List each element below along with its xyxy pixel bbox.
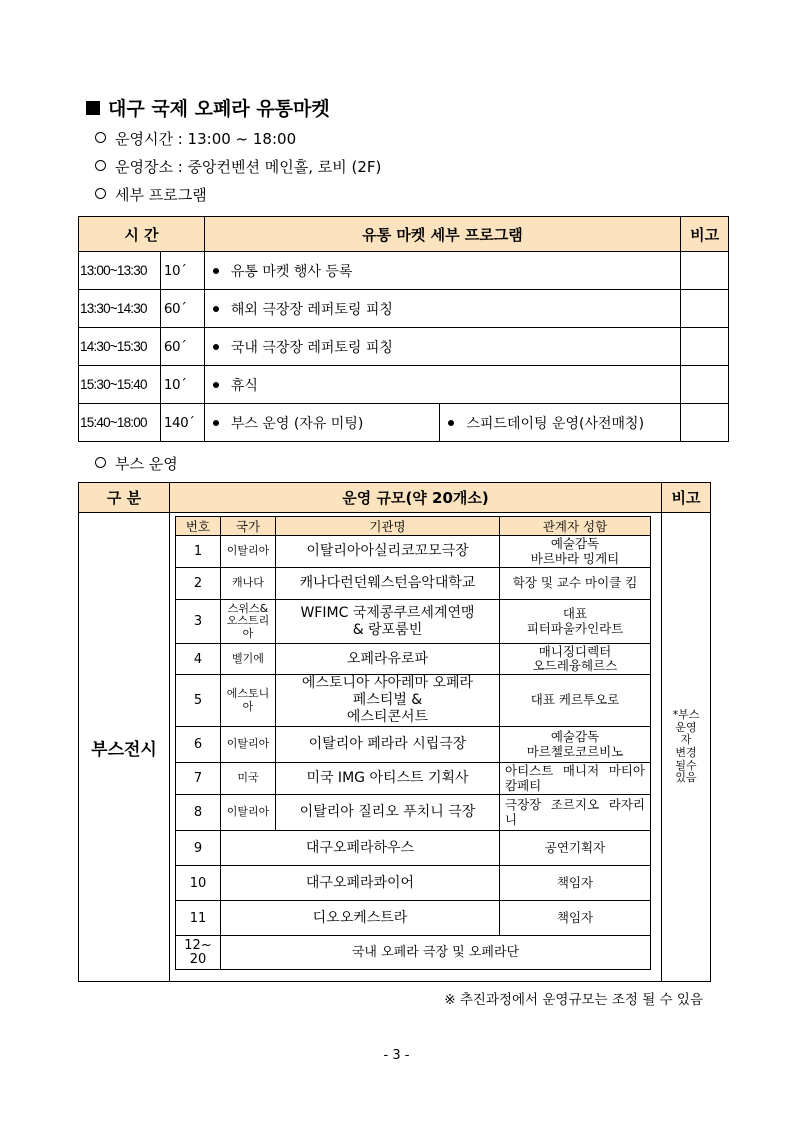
booth-no: 4 — [176, 644, 221, 675]
booth-person: 학장 및 교수 마이클 킴 — [500, 568, 651, 600]
schedule-program: 부스 운영 (자유 미팅) — [204, 404, 440, 442]
schedule-row — [79, 252, 729, 290]
booth-org: 디오오케스트라 — [221, 901, 500, 936]
booth-header-note: 비고 — [662, 483, 711, 513]
bullet-hours: 운영시간 : 13:00 ~ 18:00 — [95, 128, 296, 149]
booth-row — [176, 568, 651, 600]
schedule-program: 유통 마켓 행사 등록 — [204, 252, 680, 290]
schedule-header-note: 비고 — [681, 217, 729, 252]
booth-person: 공연기획자 — [500, 831, 651, 866]
schedule-program-secondary: 스피드데이팅 운영(사전매칭) — [440, 404, 681, 442]
schedule-note — [681, 404, 729, 442]
bullet-dot-icon — [213, 306, 219, 312]
circle-bullet-icon — [95, 160, 106, 171]
circle-bullet-icon — [95, 457, 106, 468]
col-country: 국가 — [221, 517, 276, 536]
booth-org: 에스토니아 사아레마 오페라 페스티벌 & 에스티콘서트 — [276, 675, 500, 727]
bullet-booth: 부스 운영 — [95, 453, 178, 474]
booth-row — [176, 536, 651, 568]
booth-header-row — [79, 483, 711, 513]
booth-person: 예술감독 마르첼로코르비노 — [500, 727, 651, 763]
booth-person: 예술감독 바르바라 밍게티 — [500, 536, 651, 568]
booth-org: 미국 IMG 아티스트 기획사 — [276, 763, 500, 795]
schedule-row — [79, 290, 729, 328]
schedule-note — [681, 252, 729, 290]
schedule-time: 13:00~13:30 — [79, 252, 161, 290]
schedule-note — [681, 290, 729, 328]
schedule-time: 14:30~15:30 — [79, 328, 161, 366]
booth-no: 9 — [176, 831, 221, 866]
schedule-row — [79, 328, 729, 366]
bullet-program: 세부 프로그램 — [95, 184, 207, 205]
bullet-dot-icon — [213, 420, 219, 426]
booth-person: 대표 케르투오로 — [500, 675, 651, 727]
schedule-note — [681, 328, 729, 366]
booth-country: 벨기에 — [221, 644, 276, 675]
booth-org: 캐나다런던웨스턴음악대학교 — [276, 568, 500, 600]
booth-person: 책임자 — [500, 866, 651, 901]
booth-no: 7 — [176, 763, 221, 795]
booth-row — [176, 831, 651, 866]
booth-row — [176, 675, 651, 727]
booth-note: *부스 운영 자 변경 될수 있음 — [662, 513, 711, 982]
booth-no: 6 — [176, 727, 221, 763]
schedule-duration: 60´ — [160, 290, 204, 328]
booth-person: 매니징디렉터 오드레융헤르스 — [500, 644, 651, 675]
booth-table — [78, 482, 711, 982]
bullet-dot-icon — [448, 420, 454, 426]
booth-org: 오페라유로파 — [276, 644, 500, 675]
bullet-dot-icon — [213, 344, 219, 350]
booth-country: 에스토니 아 — [221, 675, 276, 727]
footnote: ※ 추진과정에서 운영규모는 조정 될 수 있음 — [444, 992, 703, 1008]
col-org: 기관명 — [276, 517, 500, 536]
booth-header-category: 구 분 — [79, 483, 170, 513]
booth-no: 3 — [176, 600, 221, 644]
bullet-dot-icon — [213, 382, 219, 388]
schedule-header-row — [79, 217, 729, 252]
booth-country: 미국 — [221, 763, 276, 795]
booth-org: 국내 오페라 극장 및 오페라단 — [221, 936, 651, 970]
booth-org: 이탈리아아실리코꼬모극장 — [276, 536, 500, 568]
schedule-duration: 10´ — [160, 252, 204, 290]
schedule-row — [79, 366, 729, 404]
booth-country: 이탈리아 — [221, 795, 276, 831]
booth-row — [176, 866, 651, 901]
schedule-time: 15:30~15:40 — [79, 366, 161, 404]
booth-category: 부스전시 — [79, 513, 170, 982]
section-title: 대구 국제 오페라 유통마켓 — [86, 94, 330, 121]
booth-no: 2 — [176, 568, 221, 600]
schedule-row — [79, 404, 729, 442]
schedule-time: 15:40~18:00 — [79, 404, 161, 442]
schedule-time: 13:30~14:30 — [79, 290, 161, 328]
page-number: - 3 - — [383, 1048, 410, 1063]
schedule-program: 휴식 — [204, 366, 680, 404]
booth-person: 극장장 조르지오 라자리니 — [500, 795, 651, 831]
booth-row — [176, 600, 651, 644]
booth-row — [176, 936, 651, 970]
bullet-dot-icon — [213, 268, 219, 274]
booth-row — [176, 763, 651, 795]
circle-bullet-icon — [95, 132, 106, 143]
booth-row — [176, 644, 651, 675]
booth-body-row — [79, 513, 711, 982]
schedule-note — [681, 366, 729, 404]
col-person: 관계자 성함 — [500, 517, 651, 536]
booth-country: 이탈리아 — [221, 536, 276, 568]
booth-header-scale: 운영 규모(약 20개소) — [170, 483, 662, 513]
booth-no: 12~ 20 — [176, 936, 221, 970]
booth-org: 이탈리아 페라라 시립극장 — [276, 727, 500, 763]
booth-org: WFIMC 국제콩쿠르세계연맹 & 랑포룸빈 — [276, 600, 500, 644]
booth-person: 대표 피터파울카인라트 — [500, 600, 651, 644]
circle-bullet-icon — [95, 188, 106, 199]
booth-row — [176, 901, 651, 936]
schedule-program: 해외 극장장 레퍼토링 피칭 — [204, 290, 680, 328]
booth-no: 11 — [176, 901, 221, 936]
schedule-duration: 10´ — [160, 366, 204, 404]
booth-no: 5 — [176, 675, 221, 727]
square-bullet-icon — [86, 101, 100, 115]
bullet-venue: 운영장소 : 중앙컨벤션 메인홀, 로비 (2F) — [95, 156, 381, 177]
booth-row — [176, 727, 651, 763]
booth-country: 이탈리아 — [221, 727, 276, 763]
booth-country: 스위스& 오스트리 아 — [221, 600, 276, 644]
booth-no: 8 — [176, 795, 221, 831]
col-no: 번호 — [176, 517, 221, 536]
schedule-program: 국내 극장장 레퍼토링 피칭 — [204, 328, 680, 366]
schedule-header-time: 시 간 — [79, 217, 205, 252]
booth-no: 10 — [176, 866, 221, 901]
schedule-header-program: 유통 마켓 세부 프로그램 — [204, 217, 680, 252]
booth-org: 이탈리아 질리오 푸치니 극장 — [276, 795, 500, 831]
booth-row — [176, 795, 651, 831]
schedule-duration: 60´ — [160, 328, 204, 366]
booth-list-cell — [170, 513, 662, 982]
booth-list-table — [175, 516, 651, 970]
booth-country: 캐나다 — [221, 568, 276, 600]
schedule-table — [78, 216, 729, 442]
booth-no: 1 — [176, 536, 221, 568]
schedule-duration: 140´ — [160, 404, 204, 442]
booth-person: 책임자 — [500, 901, 651, 936]
booth-org: 대구오페라하우스 — [221, 831, 500, 866]
booth-org: 대구오페라콰이어 — [221, 866, 500, 901]
booth-person: 아티스트 매니저 마티아 캄페티 — [500, 763, 651, 795]
booth-list-header — [176, 517, 651, 536]
